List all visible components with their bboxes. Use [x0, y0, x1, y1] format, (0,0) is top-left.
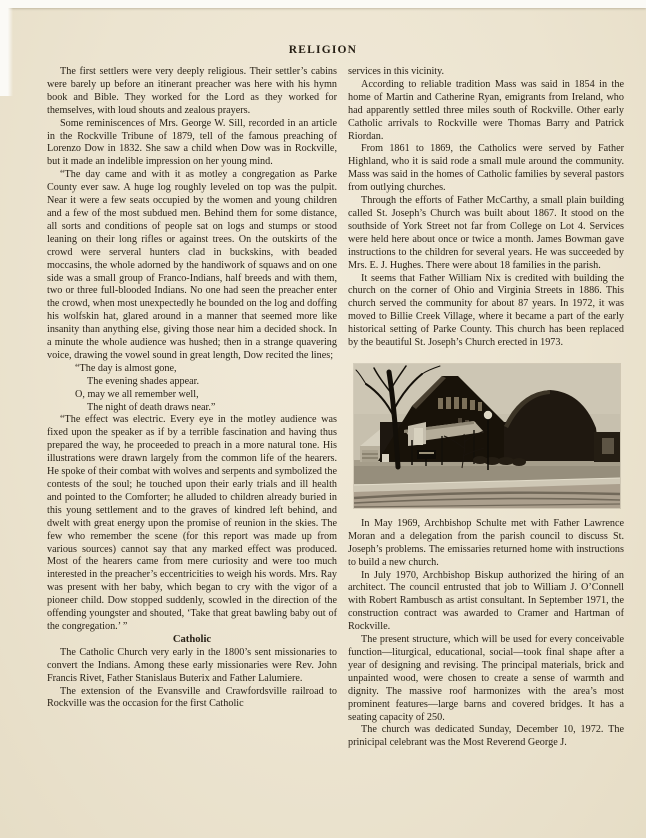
- paragraph: In May 1969, Archbishop Schulte met with Father Lawrence Moran and a delegation from the parish council to discuss St. Joseph’s problems. The emissaries returned home with instructions to build a new church.: [348, 517, 624, 568]
- paragraph: From 1861 to 1869, the Catholics were served by Father Highland, who it is said rode a small mule around the community. Mass was said in the homes of Catholic families by several pastors from outlying churches.: [348, 143, 624, 194]
- scan-edge-top: [0, 0, 646, 8]
- paragraph: The first settlers were very deeply religious. Their settler’s cabins were barely up before an itinerant preacher was here with his hymn book and Bible. They worked for the Lord as they worked for themselves, with loud shouts and zealous prayers.: [47, 66, 337, 116]
- verse-line: The evening shades appear.: [87, 375, 200, 387]
- paragraph: The extension of the Evansville and Crawfordsville railroad to Rockville was the occasion for the first Catholic: [47, 685, 337, 710]
- church-photo-illustration: [354, 364, 620, 508]
- right-column: [348, 66, 624, 750]
- paragraph: The present structure, which will be used for every conceivable function—liturgical, educational, social—took final shape after a year of designing and revising. The principal materials, brick and unpainted wood, were chosen to create a sense of warmth and dignity. The massive roof harmonizes with the area’s most prominent features—large barns and covered bridges. It has a seating capacity of 250.: [348, 634, 624, 723]
- hymn-verse: [75, 363, 337, 415]
- paragraph: According to reliable tradition Mass was said in 1854 in the home of Martin and Catherine Ryan, emigrants from Ireland, who had apparently settled three miles south of Rockville. Other early Catholic arrivals to Rockville were Thomas Barry and Patrick Riordan.: [348, 78, 624, 142]
- paragraph: The church was dedicated Sunday, December 10, 1972. The prinicipal celebrant was the Most Reverend George J.: [348, 724, 624, 749]
- paragraph: services in this vicinity.: [348, 66, 445, 77]
- paragraph: “The effect was electric. Every eye in the motley audience was fixed upon the speaker as if by a terrible fascination and having thus prepared the way, he proceeded to preach in a more natural tone. His illustrations were drawn largely from the common life of the hearers. He spoke of their combat with wolves and serpents and symbolized the contests of the soul; he touched upon their early trials and ill health and pointed to the Comforter; he alluded to children already buried in this young settlement and to the graves of kindred left behind, and dwelt with great energy upon the promise of reunion in the skies. The few who remember the scene (for this report was made up from various sources) cannot say that any marked effect was produced. Most of the hearers came from mere curiosity and were too much interested in the preacher’s eccentricities to weigh his words. Mrs. Ray was present with her baby, which began to cry with the vigor of a pioneer child. Dow stopped suddenly, scowled in the direction of the offending youngster and shouted, ‘Take that great bawling baby out of the congregation.’ ”: [47, 414, 337, 632]
- paragraph: It seems that Father William Nix is credited with building the church on the corner of Ohio and Virginia Streets in 1886. This church served the community for about 87 years. In 1972, it was moved to Billie Creek Village, where it became a part of the early historical setting of Parke County. This church has been replaced by the beautiful St. Joseph’s Church erected in 1973.: [348, 272, 624, 349]
- verse-line: O, may we all remember well,: [75, 388, 199, 400]
- verse-line: “The day is almost gone,: [75, 362, 177, 374]
- page-title: RELIGION: [288, 44, 358, 56]
- two-column-layout: [47, 66, 624, 750]
- section-heading-catholic: Catholic: [172, 633, 212, 645]
- paragraph: The Catholic Church very early in the 1800’s sent missionaries to convert the Indians. Among these early missionaries were Rev. John Francis Rivet, Father Stanislaus Buterix and Father Lalumiere.: [47, 646, 337, 684]
- paragraph: Through the efforts of Father McCarthy, a small plain building called St. Joseph’s Church was built about 1867. It stood on the southside of York Street not far from College on Lot 4. Services were held here about once or twice a month. James Bowman gave instructions to the children for several years. He was succeeded by Mrs. E. J. Hughes. There were about 18 families in the parish.: [348, 195, 624, 271]
- church-photo: [354, 364, 620, 508]
- paragraph: “The day came and with it as motley a congregation as Parke County ever saw. A huge log roughly leveled on top was the pulpit. Near it were a few seats occupied by the women and young children and a few of the most subdued men. Behind them for some distance, all sorts and conditions of people sat on logs and stumps or stood leaning on their long rifles or against trees. On the outskirts of the crowd were serveral hunters clad in buckskins, with beaded moccasins, the whole adorned by the handiwork of squaws and on one side was a small group of Franco-Indians, half breeds and with them, two or three full-blooded Indians. No one had seen the preacher enter the crowd, when most unexpectedly he bounded on the log and doffing his wolfskin hat, glared around in a manner that seemed more like insanity than anything else, giving those near him a decided shock. In a minute the whole audience was hushed; then in a strange quavering voice, drawing the vowel sound in great length, Dow recited the lines;: [47, 169, 337, 361]
- paragraph: In July 1970, Archbishop Biskup authorized the hiring of an architect. The council entrusted that job to William J. O’Connell with Robert Rambusch as artist consultant. In September 1971, the construction contract was awarded to Cramer and Hartman of Rockville.: [348, 569, 624, 633]
- paragraph: Some reminiscences of Mrs. George W. Sill, recorded in an article in the Rockville Tribune of 1879, tell of the famous preaching of Lorenzo Dow in 1832. She saw a child when Dow was in Rockville, but it made an indelible impression on her young mind.: [47, 117, 337, 168]
- left-column: [47, 66, 337, 711]
- verse-line: The night of death draws near.”: [87, 401, 216, 413]
